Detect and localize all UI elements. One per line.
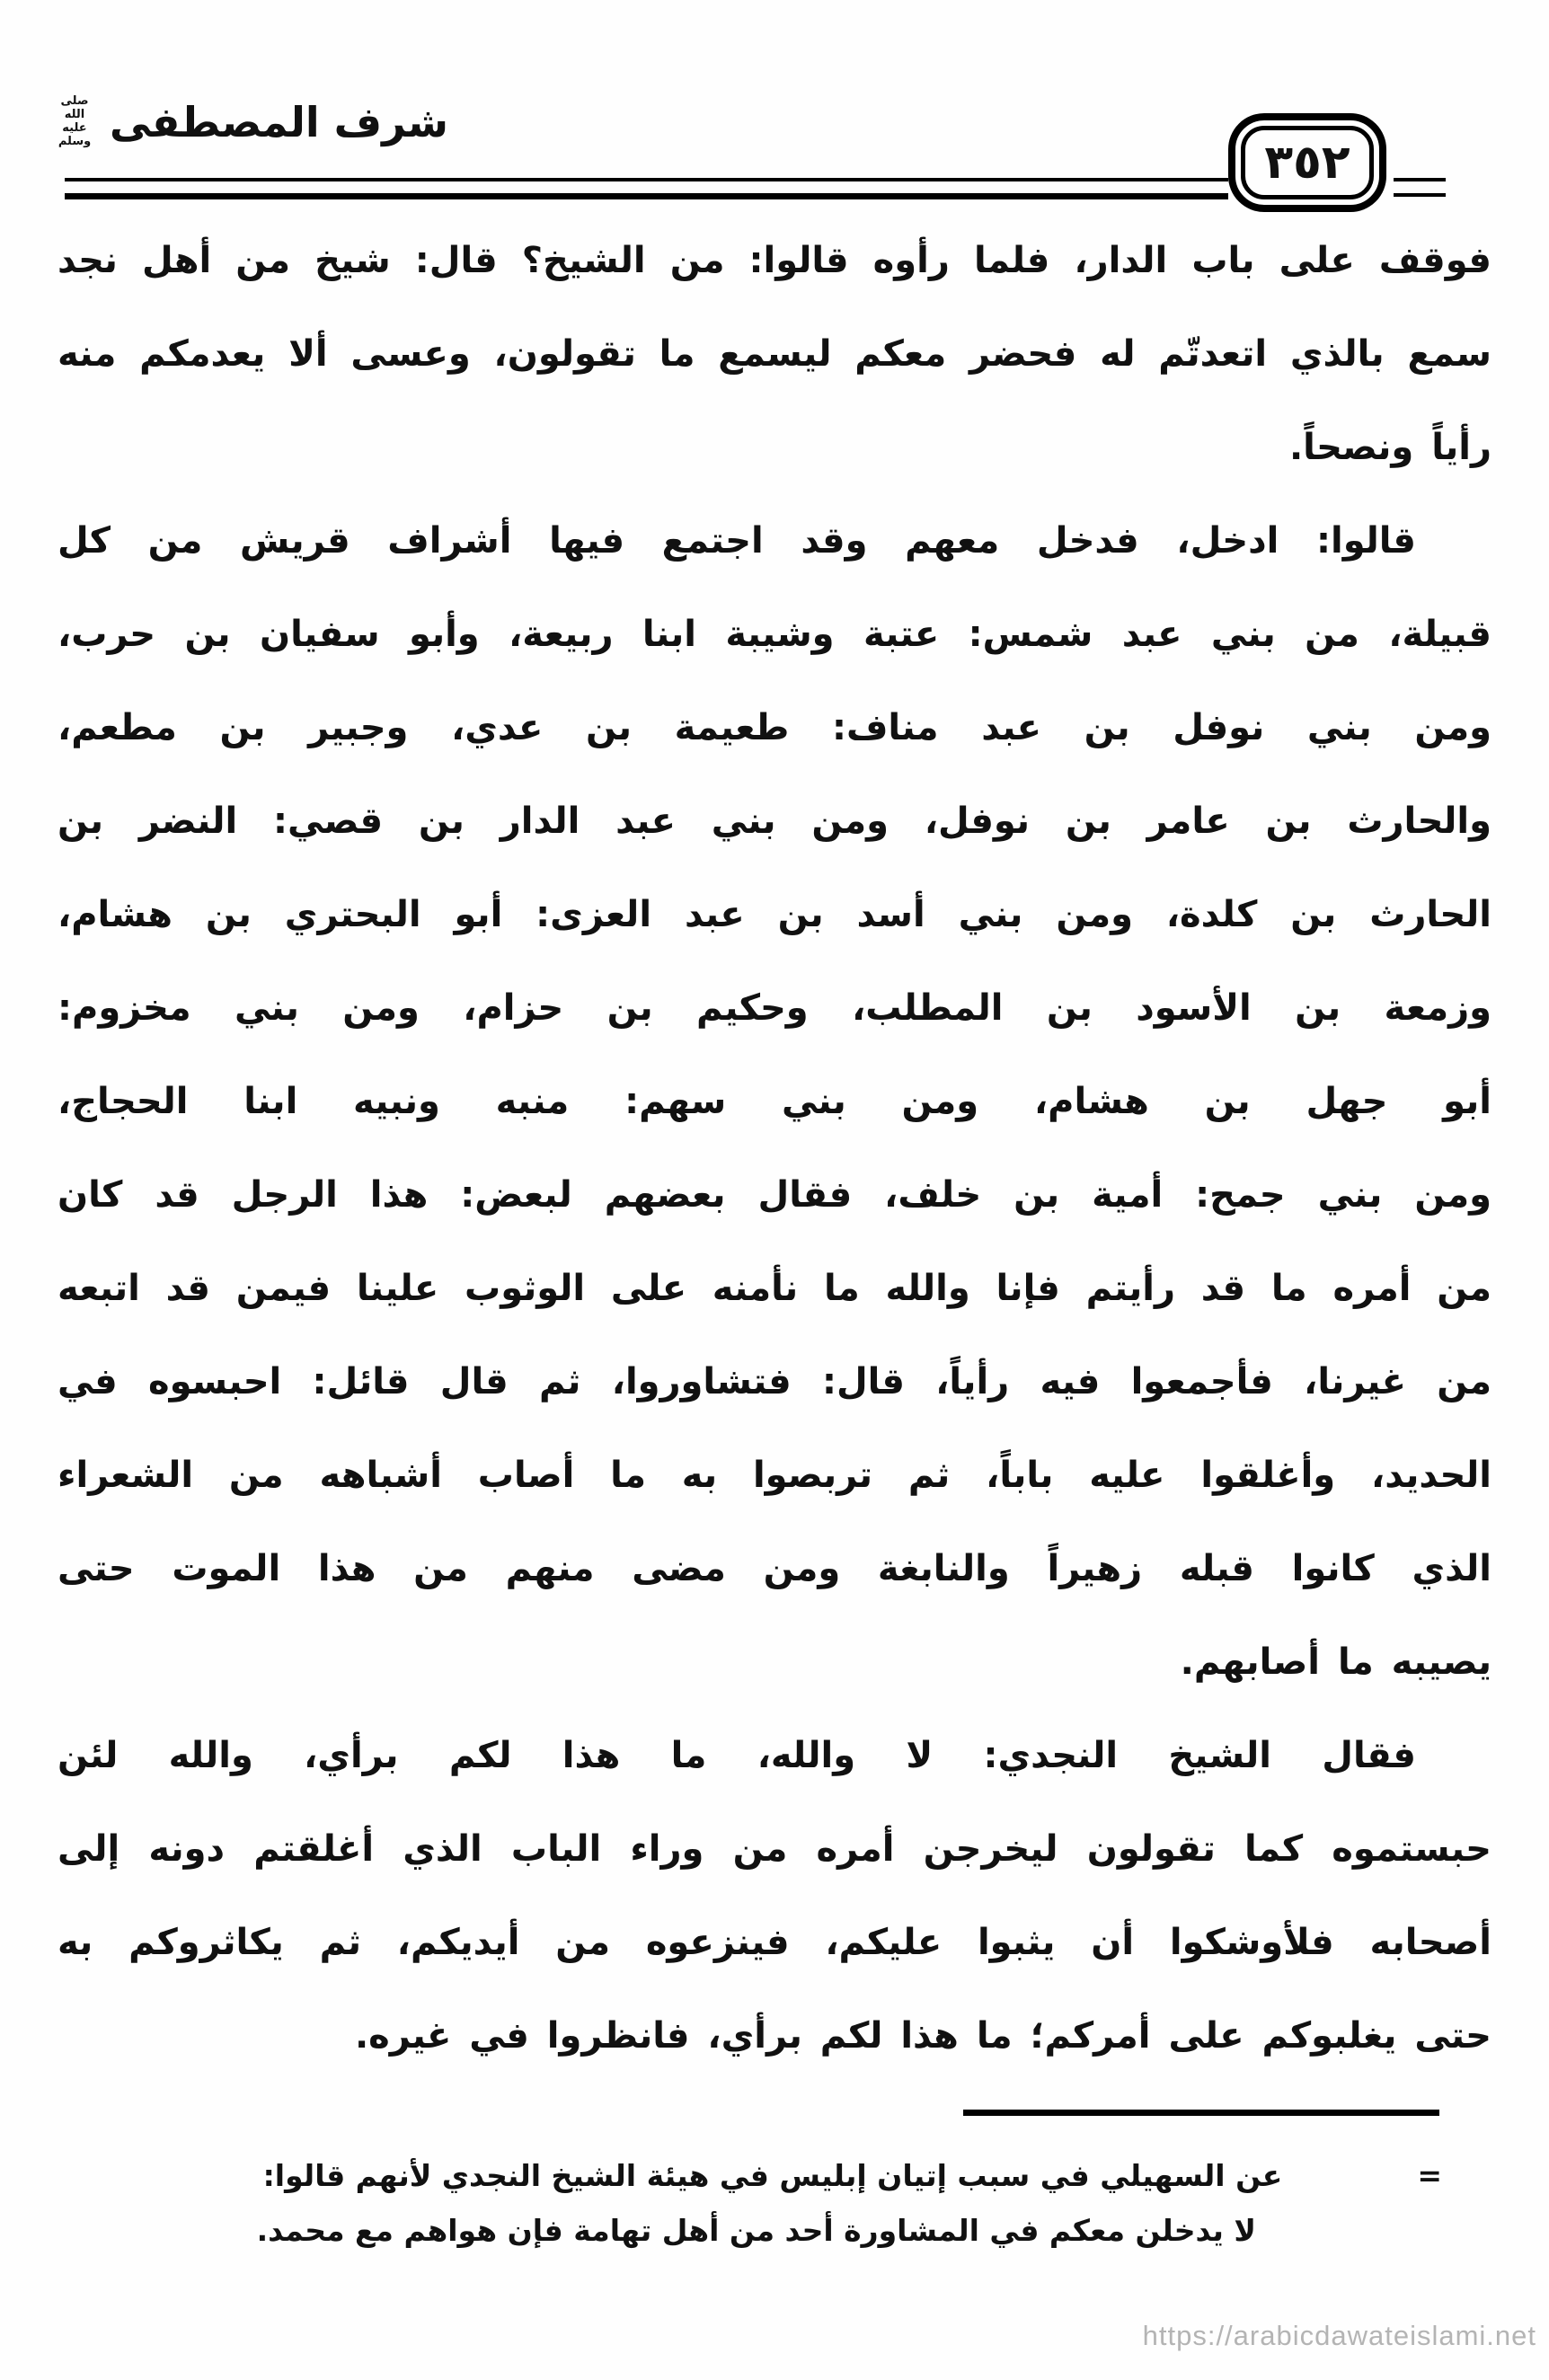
footnote: [58, 2149, 1491, 2259]
footnote-continuation-marker: =: [1417, 2158, 1442, 2193]
body-line: أبو جهل بن هشام، ومن بني سهم: منبه ونبيه ابنا الحجاج،: [58, 1081, 1491, 1122]
page-number: ٣٥٢: [1241, 126, 1374, 199]
header-rule-left: [65, 178, 1228, 199]
body-line: أصحابه فلأوشكوا أن يثبوا عليكم، فينزعوه من أيديكم، ثم يكاثروكم به: [58, 1922, 1491, 1963]
body-line: رأياً ونصحاً.: [1288, 427, 1491, 468]
body-line: والحارث بن عامر بن نوفل، ومن بني عبد الدار بن قصي: النضر بن: [58, 801, 1491, 842]
body-line: من غيرنا، فأجمعوا فيه رأياً، قال: فتشاوروا، ثم قال قائل: احبسوه في: [58, 1361, 1491, 1402]
body-line: الحديد، وأغلقوا عليه باباً، ثم تربصوا به ما أصاب أشباهه من الشعراء: [58, 1455, 1491, 1496]
watermark-url: https://arabicdawateislami.net: [1142, 2320, 1536, 2351]
body-line: حتى يغلبوكم على أمركم؛ ما هذا لكم برأي، فانظروا في غيره.: [354, 2015, 1491, 2057]
body-line: قالوا: ادخل، فدخل معهم وقد اجتمع فيها أشراف قريش من كل: [58, 520, 1416, 562]
body-line: من أمره ما قد رأيتم فإنا والله ما نأمنه على الوثوب علينا فيمن قد اتبعه: [58, 1268, 1491, 1309]
footnote-text: عن السهيلي في سبب إتيان إبليس في هيئة الشيخ النجدي لأنهم قالوا:: [262, 2158, 1283, 2193]
body-line: فقال الشيخ النجدي: لا والله، ما هذا لكم برأي، والله لئن: [58, 1735, 1416, 1776]
footnote-line: لا يدخلن معكم في المشاورة أحد من أهل تهامة فإن هواهم مع محمد.: [256, 2213, 1256, 2248]
book-title-text: شرف المصطفى: [110, 97, 448, 146]
honorific-symbol: صلى الله عليه وسلم: [58, 94, 92, 148]
body-line: قبيلة، من بني عبد شمس: عتبة وشيبة ابنا ربيعة، وأبو سفيان بن حرب،: [58, 614, 1491, 655]
body-line: حبستموه كما تقولون ليخرجن أمره من وراء الباب الذي أغلقتم دونه إلى: [58, 1828, 1491, 1870]
page-number-box: [1228, 113, 1386, 212]
body-line: يصيبه ما أصابهم.: [1180, 1641, 1491, 1683]
header-rule-right: [1394, 178, 1446, 197]
body-line: سمع بالذي اتعدتّم له فحضر معكم ليسمع ما تقولون، وعسى ألا يعدمكم منه: [58, 333, 1491, 375]
body-line: الذي كانوا قبله زهيراً والنابغة ومن مضى منهم من هذا الموت حتى: [58, 1548, 1491, 1589]
body-line: وزمعة بن الأسود بن المطلب، وحكيم بن حزام، ومن بني مخزوم:: [58, 987, 1491, 1029]
footnote-line: [58, 2149, 1491, 2203]
body-line: ومن بني نوفل بن عبد مناف: طعيمة بن عدي، وجبير بن مطعم،: [58, 707, 1491, 748]
body-line: ومن بني جمح: أمية بن خلف، فقال بعضهم لبعض: هذا الرجل قد كان: [58, 1174, 1491, 1216]
body-line: الحارث بن كلدة، ومن بني أسد بن عبد العزى: أبو البحتري بن هشام،: [58, 894, 1491, 935]
body-text: [58, 214, 1491, 2083]
book-title: [50, 95, 448, 149]
footnote-separator: [963, 2110, 1439, 2116]
body-line: فوقف على باب الدار، فلما رأوه قالوا: من الشيخ؟ قال: شيخ من أهل نجد: [58, 240, 1491, 281]
